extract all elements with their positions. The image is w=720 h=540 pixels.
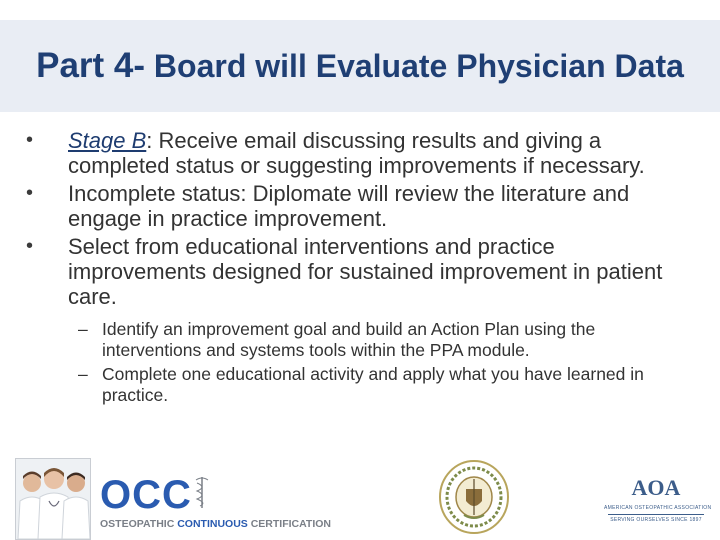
occ-tagline: [100, 518, 350, 530]
aoa-divider: [608, 514, 704, 515]
title-band: [0, 20, 720, 112]
bullet-marker: •: [26, 182, 34, 204]
sub-bullet-list: [78, 319, 692, 406]
doctors-illustration-icon: [16, 459, 90, 539]
sub-bullet-marker: –: [78, 364, 88, 384]
slide-body: [22, 128, 692, 409]
occ-mark-text: OCC: [100, 473, 192, 517]
aoa-tagline: SERVING OURSELVES SINCE 1897: [610, 517, 702, 523]
bullet-item: [22, 181, 692, 231]
occ-word-continuous: CONTINUOUS: [177, 518, 248, 530]
caduceus-icon: [194, 475, 210, 509]
doctors-photo: [15, 458, 91, 540]
sub-bullet-marker: –: [78, 319, 88, 339]
slide-title: [36, 46, 684, 86]
occ-word-osteopathic: OSTEOPATHIC: [100, 518, 175, 530]
slide-title-part: Part 4-: [36, 46, 146, 85]
bullet-marker: •: [26, 129, 34, 151]
slide-title-rest: Board will Evaluate Physician Data: [145, 48, 684, 84]
aoa-mark: AOA: [631, 475, 681, 500]
seal-icon: [438, 459, 510, 535]
bullet-text: [48, 128, 692, 178]
sub-bullet-item: [78, 364, 692, 406]
stage-b-emphasis: Stage B: [68, 128, 147, 153]
bullet-marker: •: [26, 235, 34, 257]
aoa-name: AMERICAN OSTEOPATHIC ASSOCIATION: [604, 505, 712, 511]
sub-bullet-item: [78, 319, 692, 361]
occ-mark: [100, 475, 350, 515]
bullet-text: Incomplete status: Diplomate will review the literature and engage in practice improvement.: [68, 181, 630, 231]
footer-logos: [0, 455, 720, 540]
bullet-text-body: : Receive email discussing results and giving a completed status or suggesting improvements if necessary.: [68, 128, 645, 178]
aoa-logo: [604, 475, 712, 535]
sub-bullet-text: Complete one educational activity and apply what you have learned in practice.: [102, 364, 644, 405]
bullet-item: [22, 234, 692, 309]
bullet-text: Select from educational interventions and practice improvements designed for sustained improvement in patient care.: [68, 234, 663, 309]
occ-word-certification: CERTIFICATION: [250, 518, 332, 530]
occ-logo: [100, 475, 350, 537]
sub-bullet-text: Identify an improvement goal and build an Action Plan using the interventions and systems tools within the PPA module.: [102, 319, 596, 360]
bullet-item: [22, 128, 692, 178]
seal-emblem: [438, 459, 510, 535]
